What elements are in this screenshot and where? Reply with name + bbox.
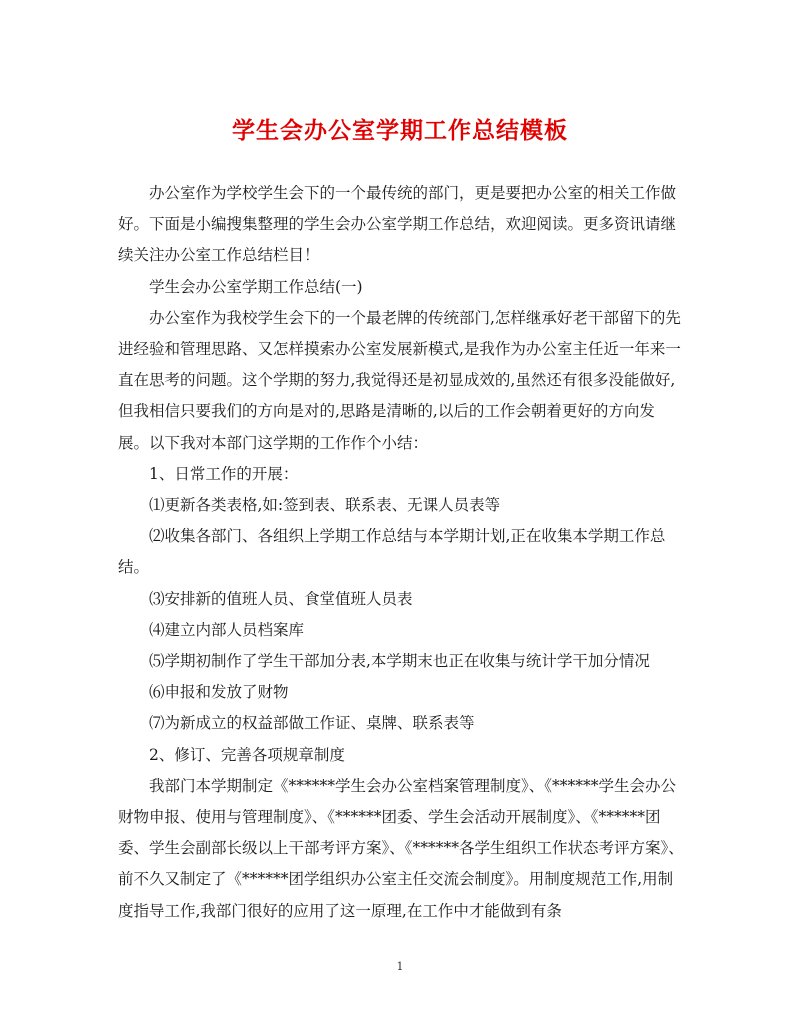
paragraph-list-item-6: ⑹申报和发放了财物 (149, 683, 289, 702)
paragraph-item-heading-2: 2、修订、完善各项规章制度 (149, 745, 345, 764)
paragraph-regulations: 我部门本学期制定《******学生会办公室档案管理制度》、《******学生会办公财物申报、使用与管理制度》、《******团委、学生会活动开展制度》、《******团委、学生会副部长级以上干部考评方案》、《******各学生组织工作状态考评方案》、前不久又制定了《******团学组织办公室主任交流会制度》。用制度规范工作,用制度指导工作,我部门很好的应用了这一原理,在工作中才能做到有条 (118, 776, 684, 920)
paragraph-section-heading: 学生会办公室学期工作总结(一) (149, 277, 363, 296)
paragraph-item-heading-1: 1、日常工作的开展： (149, 464, 299, 483)
page-number: 1 (396, 960, 404, 973)
paragraph-intro: 办公室作为学校学生会下的一个最传统的部门，更是要把办公室的相关工作做好。下面是小编搜集整理的学生会办公室学期工作总结，欢迎阅读。更多资讯请继续关注办公室工作总结栏目！ (118, 184, 677, 265)
document-title: 学生会办公室学期工作总结模板 (232, 118, 568, 144)
paragraph-list-item-3: ⑶安排新的值班人员、食堂值班人员表 (149, 589, 413, 608)
paragraph-list-item-4: ⑷建立内部人员档案库 (149, 620, 305, 639)
paragraph-list-item-2: ⑵收集各部门、各组织上学期工作总结与本学期计划,正在收集本学期工作总结。 (118, 527, 666, 577)
document-body (118, 178, 684, 927)
paragraph-list-item-7: ⑺为新成立的权益部做工作证、桌牌、联系表等 (149, 714, 475, 733)
paragraph-overview: 办公室作为我校学生会下的一个最老牌的传统部门,怎样继承好老干部留下的先进经验和管理思路、又怎样摸索办公室发展新模式,是我作为办公室主任近一年来一直在思考的问题。这个学期的努力,我觉得还是初显成效的,虽然还有很多没能做好,但我相信只要我们的方向是对的,思路是清晰的,以后的工作会朝着更好的方向发展。以下我对本部门这学期的工作作个小结： (118, 308, 681, 452)
paragraph-list-item-5: ⑸学期初制作了学生干部加分表,本学期末也正在收集与统计学干加分情况 (149, 652, 650, 671)
paragraph-list-item-1: ⑴更新各类表格,如:签到表、联系表、无课人员表等 (149, 496, 501, 515)
